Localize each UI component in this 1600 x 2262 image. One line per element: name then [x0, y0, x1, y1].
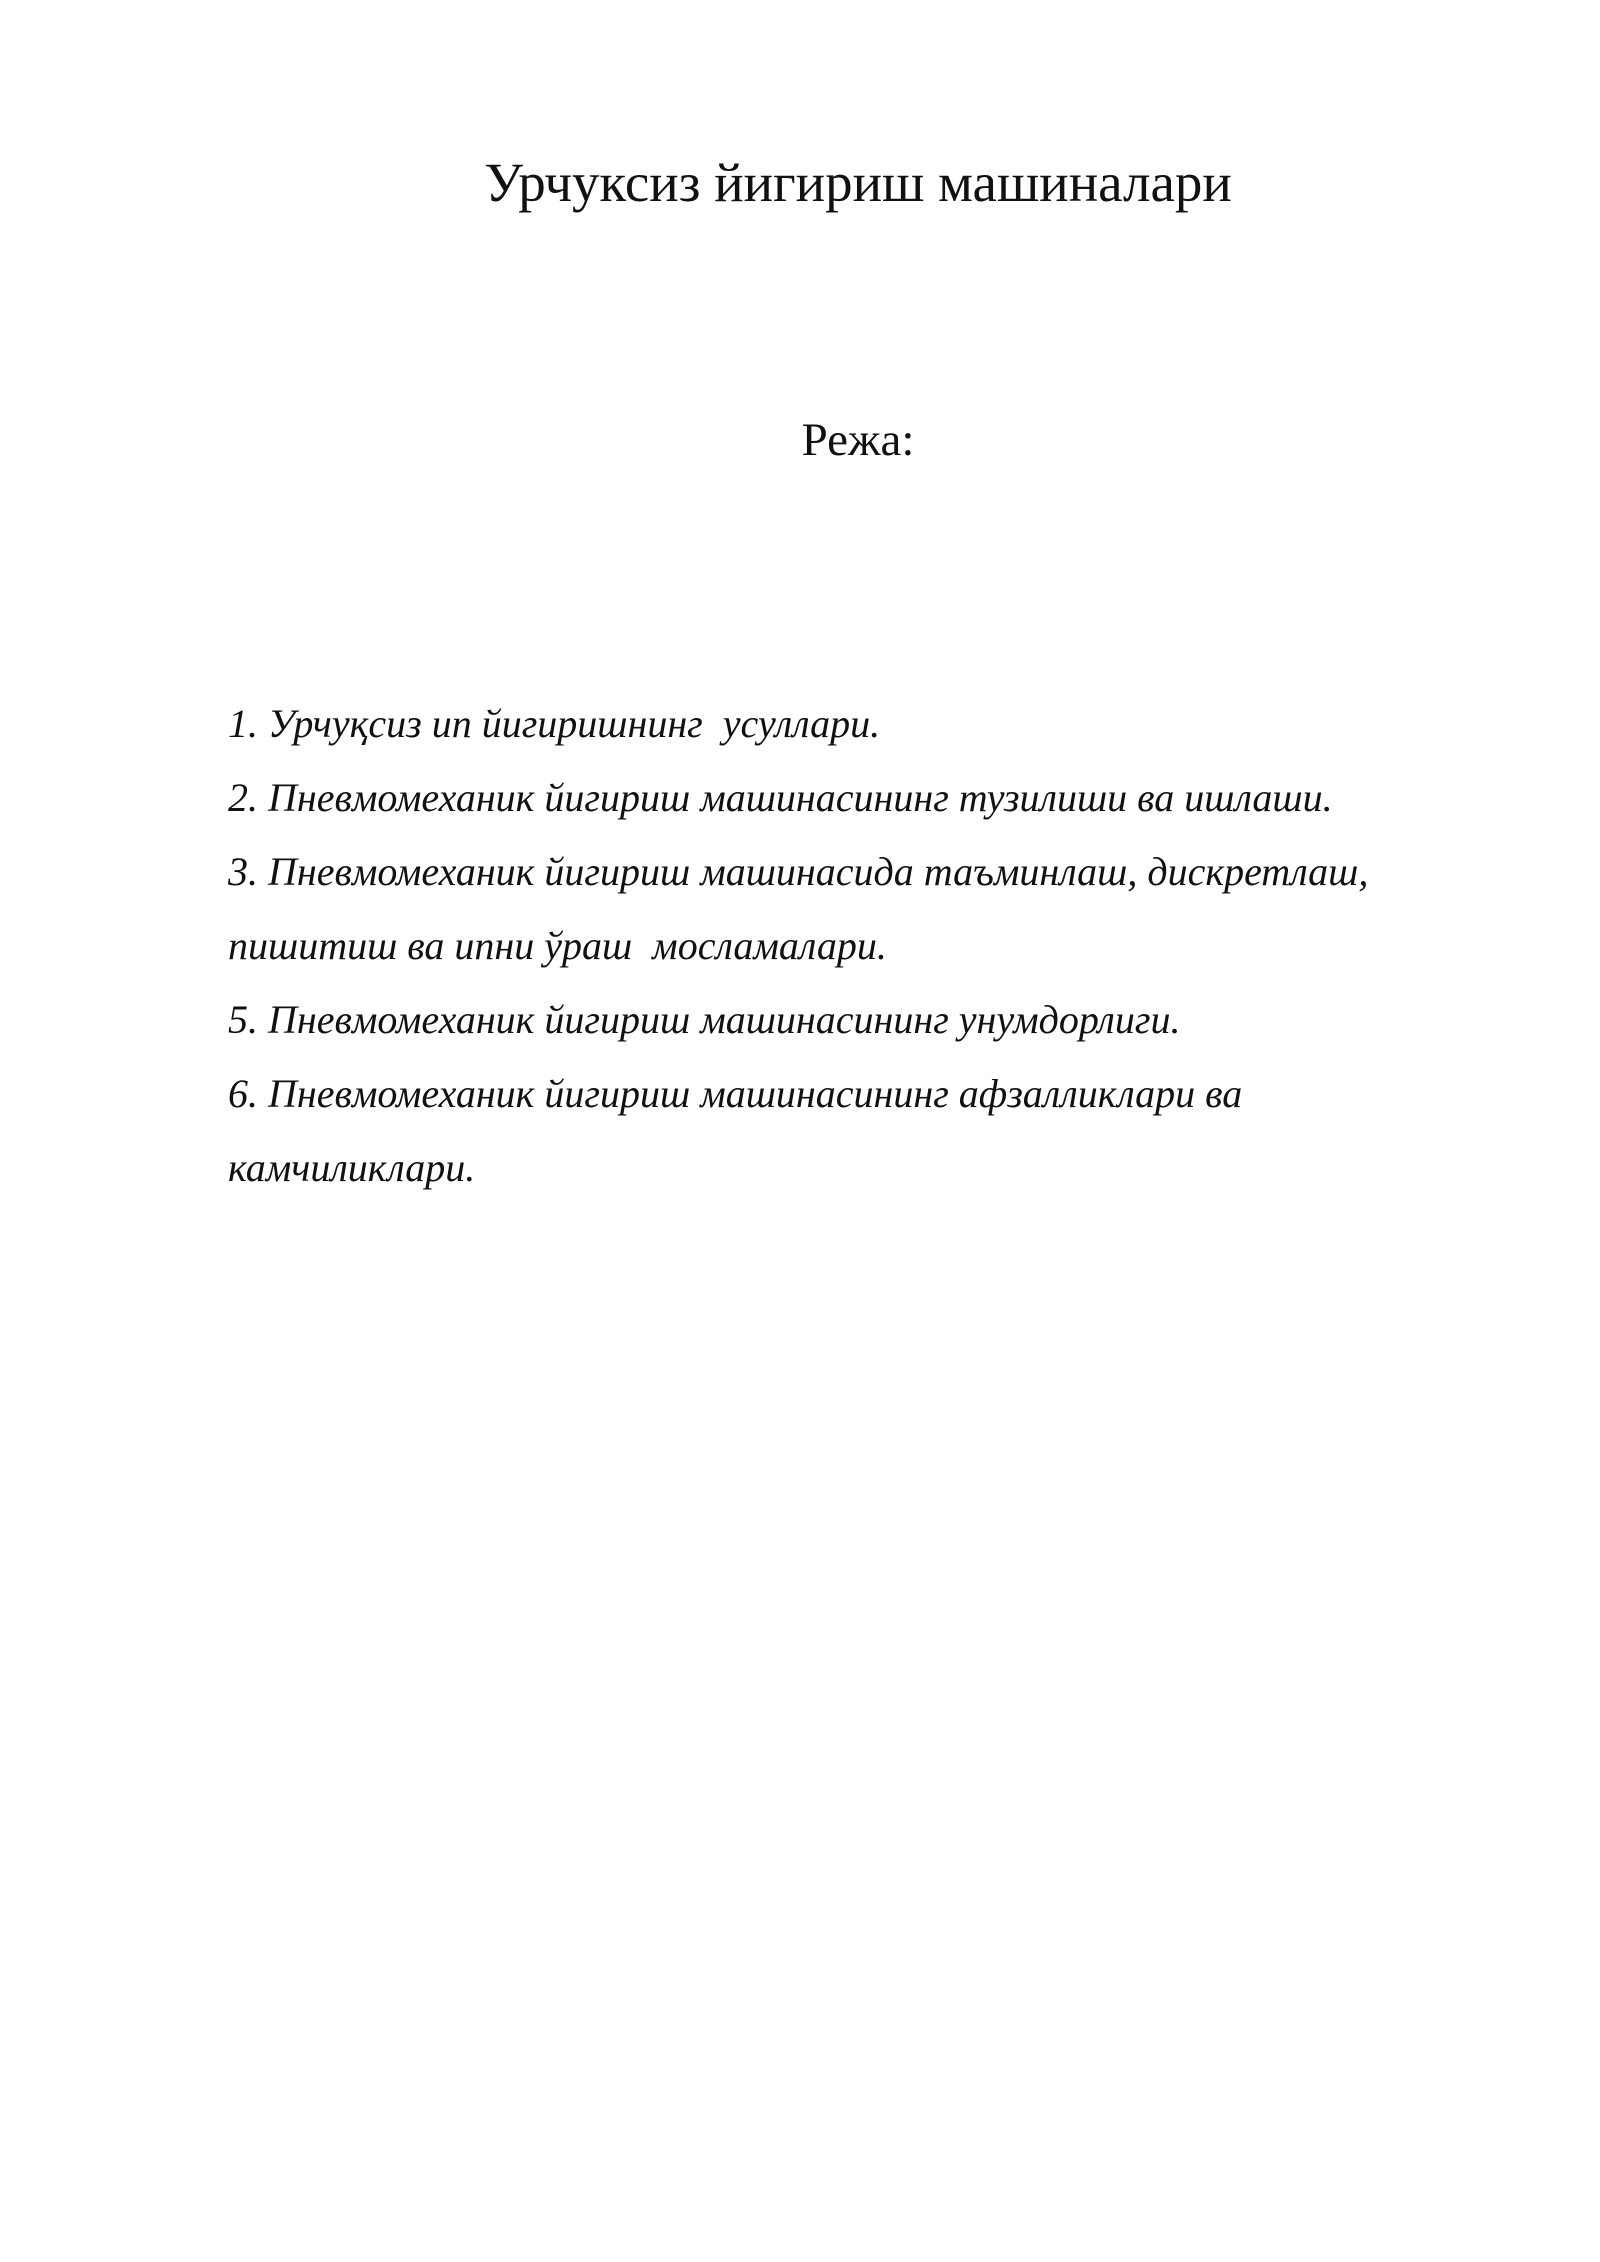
plan-line-5: 5. Пневмомеханик йигириш машинасининг унумдорлиги. [228, 997, 1181, 1042]
plan-heading: Режа: [801, 414, 915, 466]
document-title: Урчуксиз йигириш машиналари [484, 152, 1232, 213]
plan-list [228, 687, 1528, 1205]
plan-line-3-continued: пишитиш ва ипни ўраш мосламалари. [228, 923, 887, 968]
plan-line-1: 1. Урчуқсиз ип йигиришнинг усуллари. [228, 701, 881, 746]
plan-line-6: 6. Пневмомеханик йигириш машинасининг афзалликлари ва [228, 1071, 1243, 1116]
plan-line-2: 2. Пневмомеханик йигириш машинасининг тузилиши ва ишлаши. [228, 775, 1333, 820]
plan-line-3: 3. Пневмомеханик йигириш машинасида таъминлаш, дискретлаш, [228, 849, 1369, 894]
plan-line-6-continued: камчиликлари. [228, 1145, 476, 1190]
